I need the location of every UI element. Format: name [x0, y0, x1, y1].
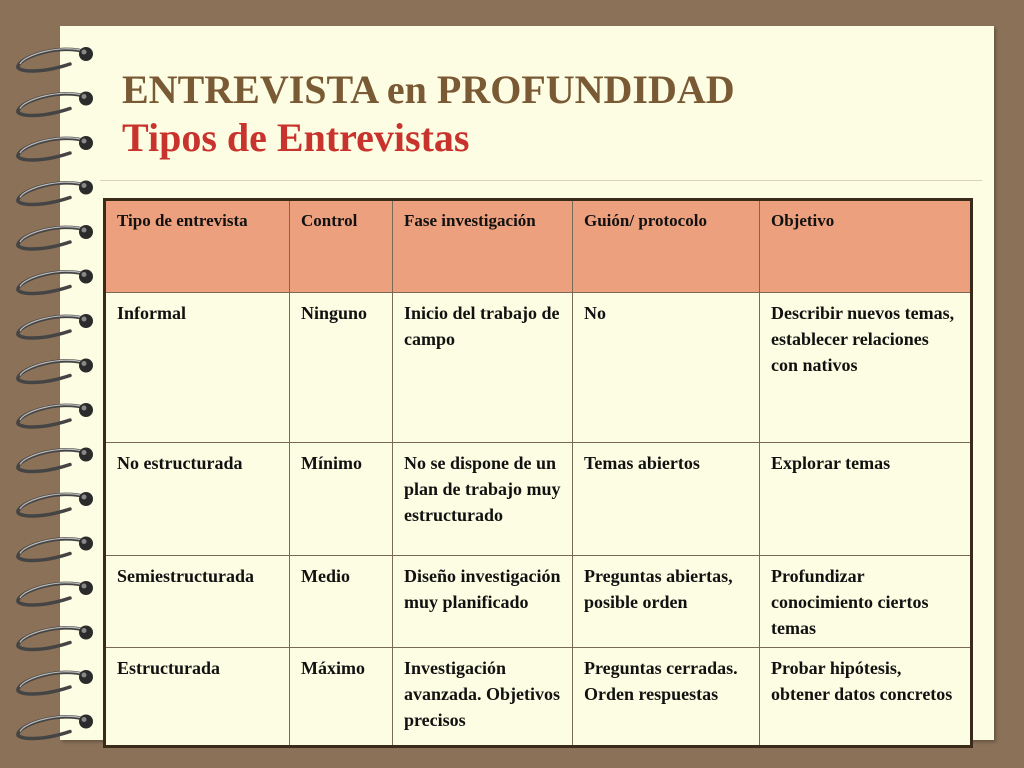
cell-objetivo: Describir nuevos temas, establecer relaciones con nativos — [760, 293, 972, 443]
spiral-binding-ring-icon — [18, 670, 93, 694]
cell-tipo: Informal — [105, 293, 290, 443]
spiral-binding-ring-icon — [18, 314, 93, 338]
cell-control: Medio — [290, 556, 393, 648]
spiral-binding — [0, 0, 110, 768]
divider — [100, 180, 982, 181]
cell-objetivo: Explorar temas — [760, 443, 972, 556]
spiral-binding-ring-icon — [18, 47, 93, 71]
header-control: Control — [290, 200, 393, 293]
title-block — [122, 66, 735, 162]
header-tipo: Tipo de entrevista — [105, 200, 290, 293]
table-row — [105, 556, 972, 648]
cell-guion: No — [573, 293, 760, 443]
spiral-binding-ring-icon — [18, 715, 93, 739]
spiral-binding-ring-icon — [18, 225, 93, 249]
table-row — [105, 648, 972, 747]
page-subtitle: Tipos de Entrevistas — [122, 115, 470, 160]
cell-guion: Temas abiertos — [573, 443, 760, 556]
spiral-binding-ring-icon — [18, 403, 93, 427]
cell-fase: Inicio del trabajo de campo — [393, 293, 573, 443]
cell-tipo: Semiestructurada — [105, 556, 290, 648]
spiral-binding-ring-icon — [18, 581, 93, 605]
cell-objetivo: Probar hipótesis, obtener datos concretos — [760, 648, 972, 747]
cell-tipo: Estructurada — [105, 648, 290, 747]
cell-tipo: No estructurada — [105, 443, 290, 556]
spiral-binding-ring-icon — [18, 181, 93, 205]
table-row — [105, 443, 972, 556]
cell-fase: Diseño investigación muy planificado — [393, 556, 573, 648]
cell-fase: Investigación avanzada. Objetivos precisos — [393, 648, 573, 747]
spiral-binding-ring-icon — [18, 92, 93, 116]
spiral-binding-ring-icon — [18, 626, 93, 650]
header-guion: Guión/ protocolo — [573, 200, 760, 293]
page-title: ENTREVISTA en PROFUNDIDAD — [122, 67, 735, 112]
cell-fase: No se dispone de un plan de trabajo muy estructurado — [393, 443, 573, 556]
cell-objetivo: Profundizar conocimiento ciertos temas — [760, 556, 972, 648]
spiral-binding-ring-icon — [18, 448, 93, 472]
cell-guion: Preguntas abiertas, posible orden — [573, 556, 760, 648]
interview-types-table — [103, 198, 973, 748]
spiral-binding-ring-icon — [18, 136, 93, 160]
cell-control: Mínimo — [290, 443, 393, 556]
spiral-binding-ring-icon — [18, 492, 93, 516]
cell-guion: Preguntas cerradas. Orden respuestas — [573, 648, 760, 747]
table-header-row — [105, 200, 972, 293]
table-row — [105, 293, 972, 443]
header-objetivo: Objetivo — [760, 200, 972, 293]
cell-control: Ninguno — [290, 293, 393, 443]
spiral-binding-ring-icon — [18, 537, 93, 561]
spiral-binding-ring-icon — [18, 270, 93, 294]
spiral-binding-ring-icon — [18, 359, 93, 383]
cell-control: Máximo — [290, 648, 393, 747]
header-fase: Fase investigación — [393, 200, 573, 293]
